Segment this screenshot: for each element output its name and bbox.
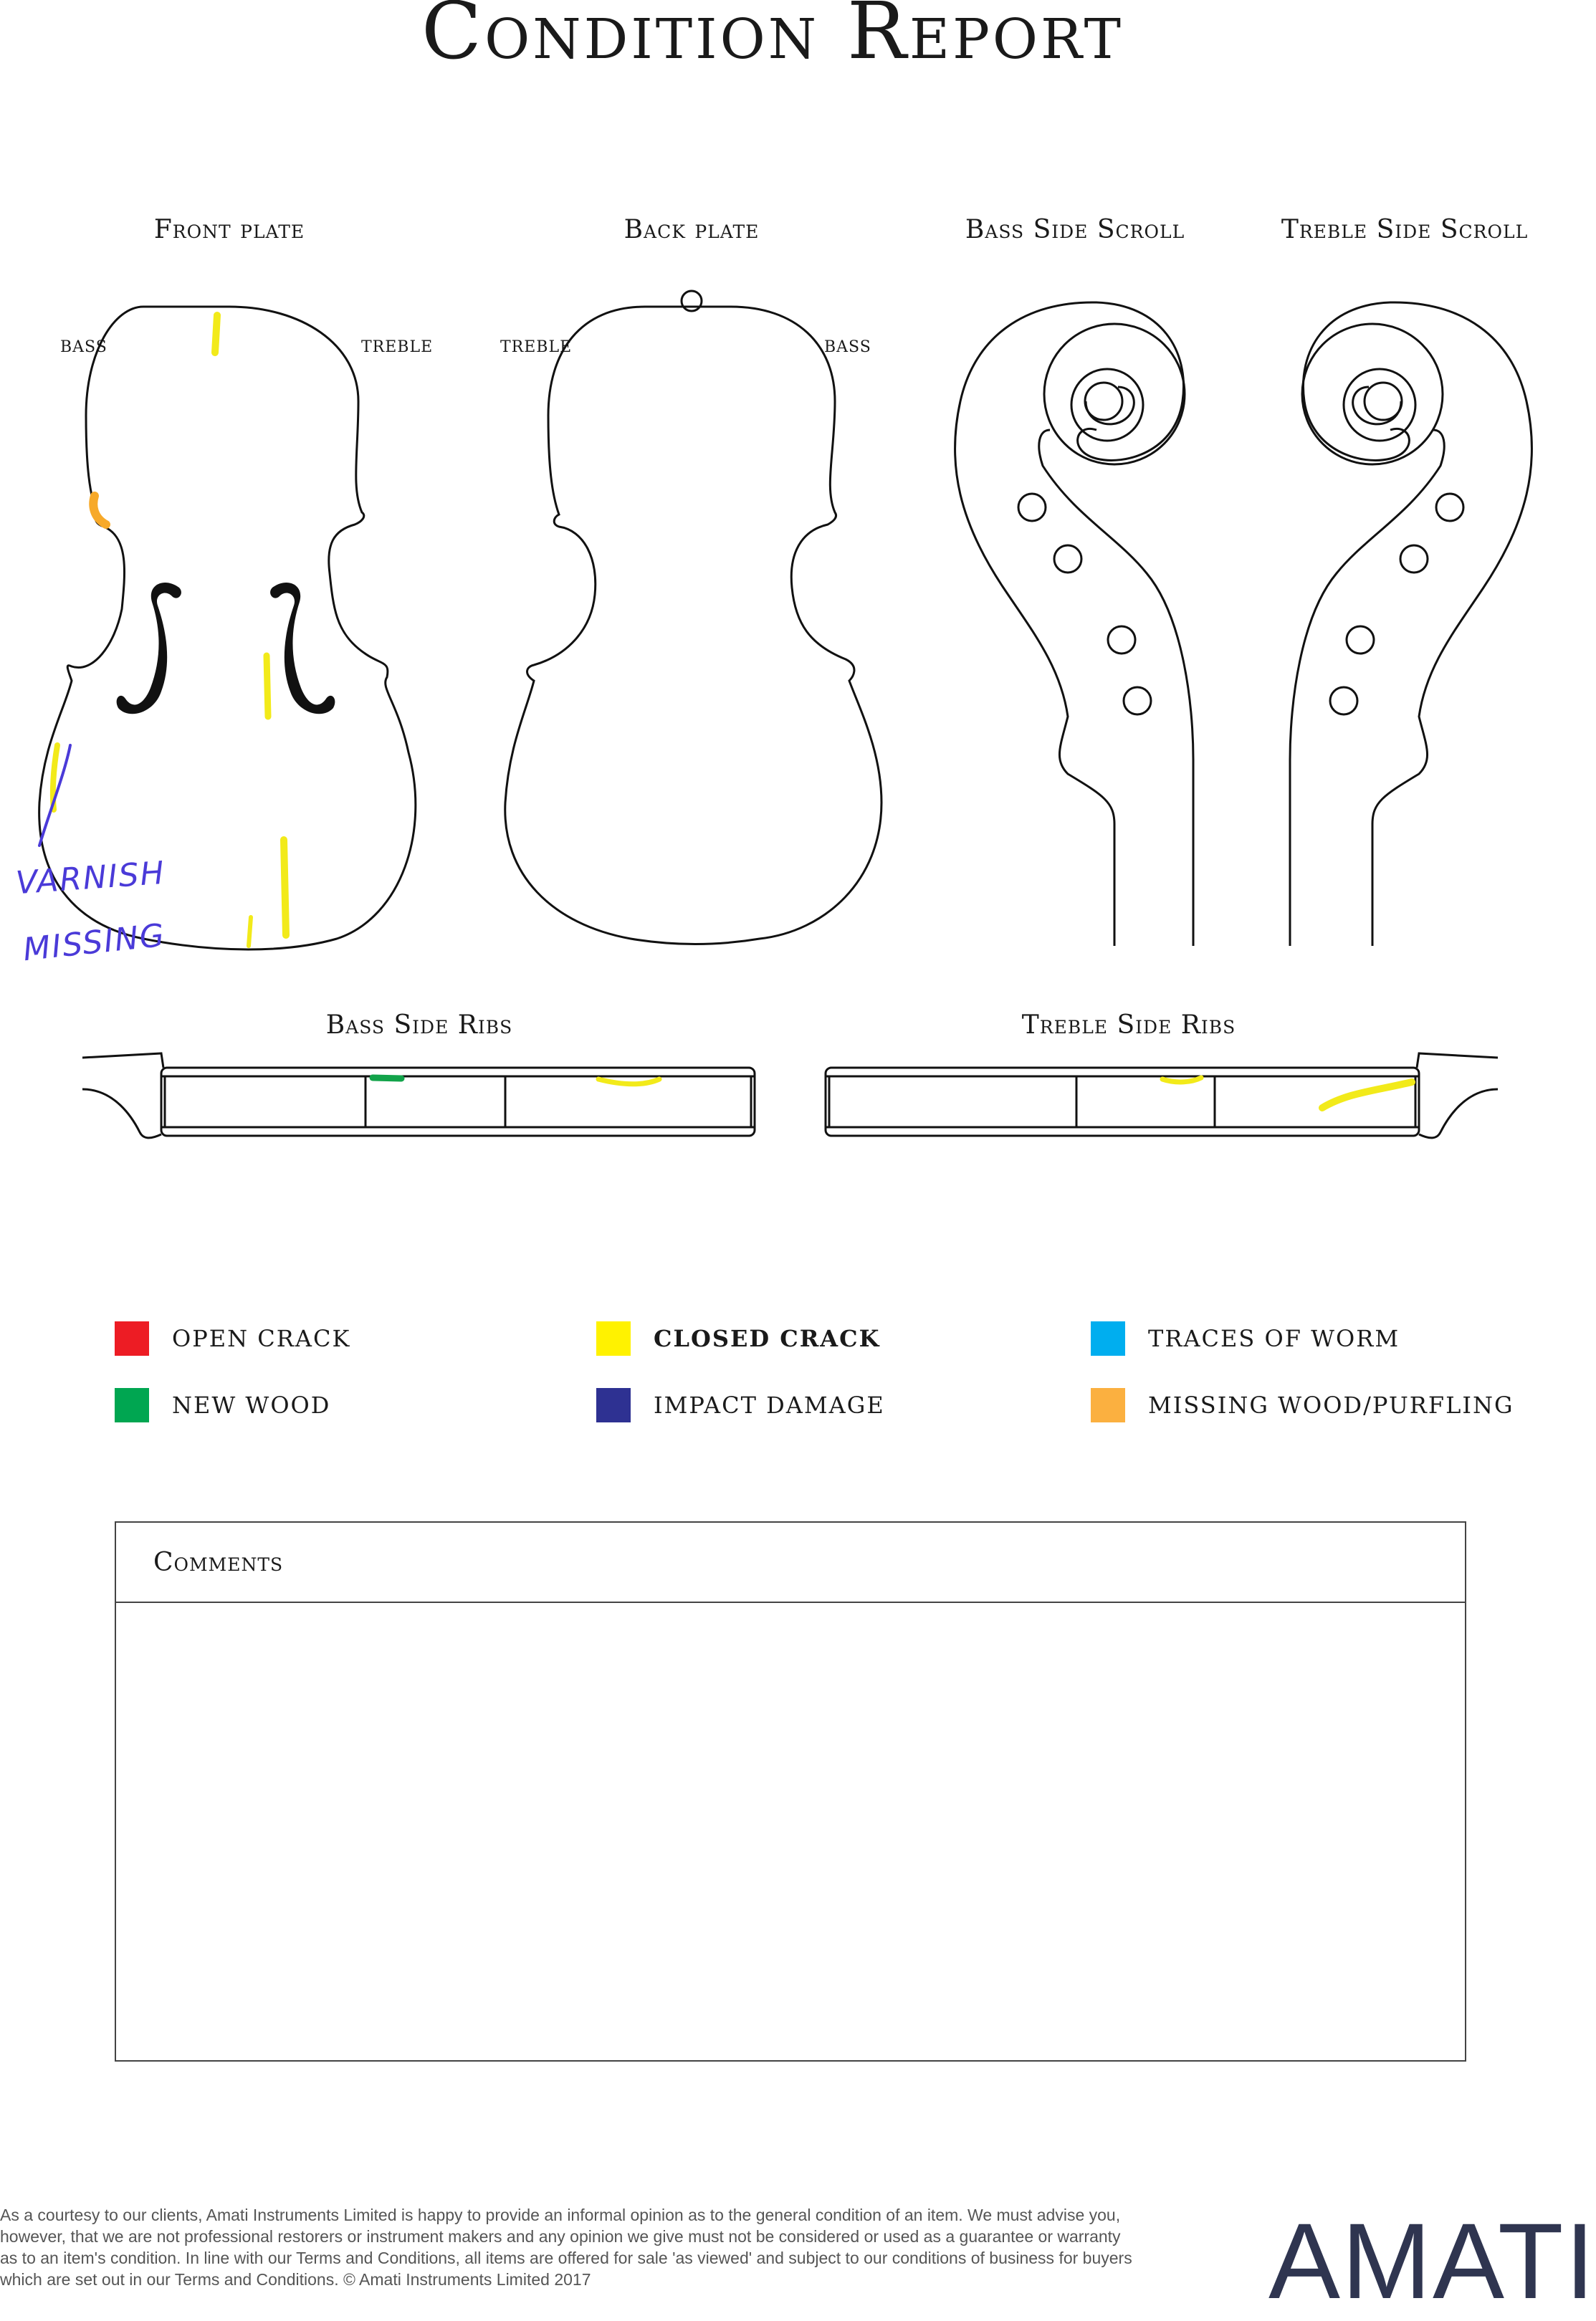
treble-scroll-eye-mid xyxy=(1344,369,1415,441)
closed-crack-mark-treble-ribs-b xyxy=(1322,1082,1412,1108)
legend-label: TRACES OF WORM xyxy=(1148,1325,1400,1352)
comments-box xyxy=(115,1521,1466,2062)
treble-side-scroll-title: Treble Side Scroll xyxy=(1281,215,1529,244)
back-plate-outline xyxy=(505,307,881,944)
handwritten-note-line1: VARNISH xyxy=(14,854,167,902)
back-plate-button xyxy=(682,291,702,311)
legend-label: MISSING WOOD/PURFLING xyxy=(1148,1392,1514,1419)
back-plate-title: Back plate xyxy=(623,215,760,244)
back-treble-label: TREBLE xyxy=(500,338,573,356)
closed-crack-mark-front-top xyxy=(215,315,217,353)
legend-swatch xyxy=(1091,1388,1125,1422)
f-hole-treble xyxy=(270,583,335,714)
treble-scroll-neck xyxy=(1290,430,1444,946)
page-title: Condition Report xyxy=(421,0,1124,77)
bass-ribs-band xyxy=(161,1068,755,1136)
legend-impact-damage xyxy=(596,1388,885,1422)
treble-peg-hole-1 xyxy=(1436,494,1463,521)
legend-swatch xyxy=(596,1388,631,1422)
bass-scroll-eye-mid xyxy=(1071,369,1143,441)
bass-side-ribs-title: Bass Side Ribs xyxy=(325,1010,513,1040)
bass-side-scroll-title: Bass Side Scroll xyxy=(965,215,1185,244)
comments-body[interactable] xyxy=(116,1603,1465,2062)
treble-scroll-outline xyxy=(1304,302,1532,946)
closed-crack-mark-front-lower-a xyxy=(284,840,286,935)
closed-crack-mark-front-centre xyxy=(267,656,268,717)
bass-scroll-eye-outer xyxy=(1044,324,1185,464)
treble-side-ribs-title: Treble Side Ribs xyxy=(1021,1010,1236,1040)
legend-swatch xyxy=(115,1321,149,1356)
treble-scroll-eye-outer xyxy=(1302,324,1443,464)
f-hole-bass xyxy=(117,583,181,714)
bass-peg-hole-3 xyxy=(1108,626,1135,654)
treble-ribs-neck xyxy=(1417,1053,1498,1138)
legend-label: CLOSED CRACK xyxy=(654,1325,881,1352)
comments-title: Comments xyxy=(153,1547,284,1577)
missing-wood-mark-front xyxy=(93,496,106,525)
f-holes xyxy=(117,583,335,714)
back-bass-label: BASS xyxy=(824,338,871,356)
bass-peg-hole-2 xyxy=(1054,545,1081,573)
legend-label: OPEN CRACK xyxy=(172,1325,351,1352)
legend-swatch xyxy=(596,1321,631,1356)
closed-crack-mark-treble-ribs-a xyxy=(1162,1078,1201,1082)
legend-traces-of-worm xyxy=(1091,1321,1400,1356)
disclaimer-text: As a courtesy to our clients, Amati Instruments Limited is happy to provide an informal opinion as to the general condition of an item. We must advise you, however, that we are not professional restorers or instrument makers and any opinion we give must not be considered or used as a guarantee or warranty as to an item's condition. In line with our Terms and Conditions, all items are offered for sale 'as viewed' and subject to our conditions of business for buyers which are set out in our Terms and Conditions. © Amati Instruments Limited 2017 xyxy=(0,2206,1132,2289)
legend-open-crack xyxy=(115,1321,350,1356)
front-bass-label: BASS xyxy=(60,338,107,356)
closed-crack-mark-bass-ribs xyxy=(598,1079,659,1084)
legend-new-wood xyxy=(115,1388,330,1422)
treble-peg-hole-3 xyxy=(1347,626,1374,654)
legend-missing-wood-purfling xyxy=(1091,1388,1514,1422)
front-plate-outline xyxy=(39,307,416,949)
treble-peg-hole-2 xyxy=(1400,545,1428,573)
legend-label: IMPACT DAMAGE xyxy=(654,1392,885,1419)
front-plate-title: Front plate xyxy=(153,215,305,244)
front-treble-label: TREBLE xyxy=(361,338,434,356)
legend-swatch xyxy=(1091,1321,1125,1356)
comments-header xyxy=(116,1523,1465,1603)
bass-scroll-outline xyxy=(955,302,1184,946)
legend-swatch xyxy=(115,1388,149,1422)
treble-peg-hole-4 xyxy=(1330,687,1357,714)
bass-ribs-neck xyxy=(82,1053,163,1138)
brand-logo: AMATI xyxy=(1268,2201,1596,2321)
legend-closed-crack xyxy=(596,1321,880,1356)
closed-crack-mark-front-lower-b xyxy=(249,917,251,946)
bass-peg-hole-4 xyxy=(1124,687,1151,714)
legend-label: NEW WOOD xyxy=(172,1392,331,1419)
bass-peg-hole-1 xyxy=(1018,494,1046,521)
handwritten-note-line2: MISSING xyxy=(21,917,168,969)
